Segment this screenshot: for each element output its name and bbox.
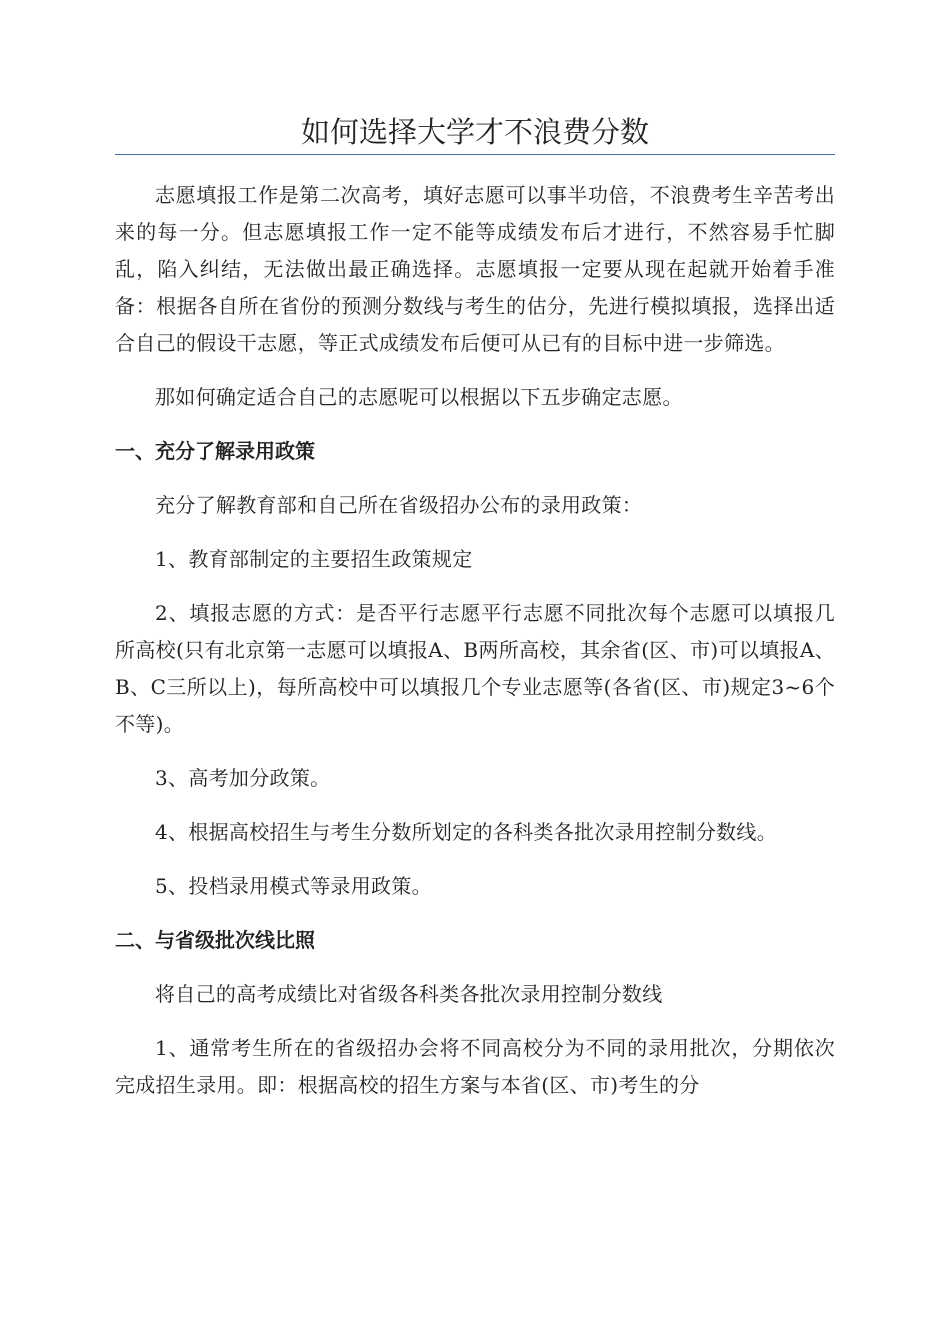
- lead-paragraph: 那如何确定适合自己的志愿呢可以根据以下五步确定志愿。: [155, 385, 683, 409]
- section-1-item-4: 4、根据高校招生与考生分数所划定的各科类各批次录用控制分数线。: [155, 820, 778, 844]
- document-body: [115, 177, 835, 1104]
- section-1-item-3: 3、高考加分政策。: [155, 766, 331, 790]
- section-1-item-5: 5、投档录用模式等录用政策。: [155, 874, 432, 898]
- section-1-item-2: 2、填报志愿的方式：是否平行志愿平行志愿不同批次每个志愿可以填报几所高校(只有北京第一志愿可以填报A、B两所高校，其余省(区、市)可以填报A、B、C三所以上)，每所高校中可以填报几个专业志愿等(各省(区、市)规定3~6个不等)。: [115, 601, 835, 736]
- section-heading-2: 二、与省级批次线比照: [115, 928, 315, 952]
- intro-paragraph: 志愿填报工作是第二次高考，填好志愿可以事半功倍，不浪费考生辛苦考出来的每一分。但志愿填报工作一定不能等成绩发布后才进行，不然容易手忙脚乱，陷入纠结，无法做出最正确选择。志愿填报一定要从现在起就开始着手准备：根据各自所在省份的预测分数线与考生的估分，先进行模拟填报，选择出适合自己的假设干志愿，等正式成绩发布后便可从已有的目标中进一步筛选。: [115, 183, 835, 355]
- section-heading-1: 一、充分了解录用政策: [115, 439, 315, 463]
- section-1-item-1: 1、教育部制定的主要招生政策规定: [155, 547, 473, 571]
- section-2-item-1: 1、通常考生所在的省级招办会将不同高校分为不同的录用批次，分期依次完成招生录用。即：根据高校的招生方案与本省(区、市)考生的分: [115, 1036, 835, 1097]
- document-title: 如何选择大学才不浪费分数: [115, 112, 835, 155]
- section-1-intro: 充分了解教育部和自己所在省级招办公布的录用政策：: [155, 493, 643, 517]
- section-2-intro: 将自己的高考成绩比对省级各科类各批次录用控制分数线: [155, 982, 663, 1006]
- document-page: [115, 112, 835, 1121]
